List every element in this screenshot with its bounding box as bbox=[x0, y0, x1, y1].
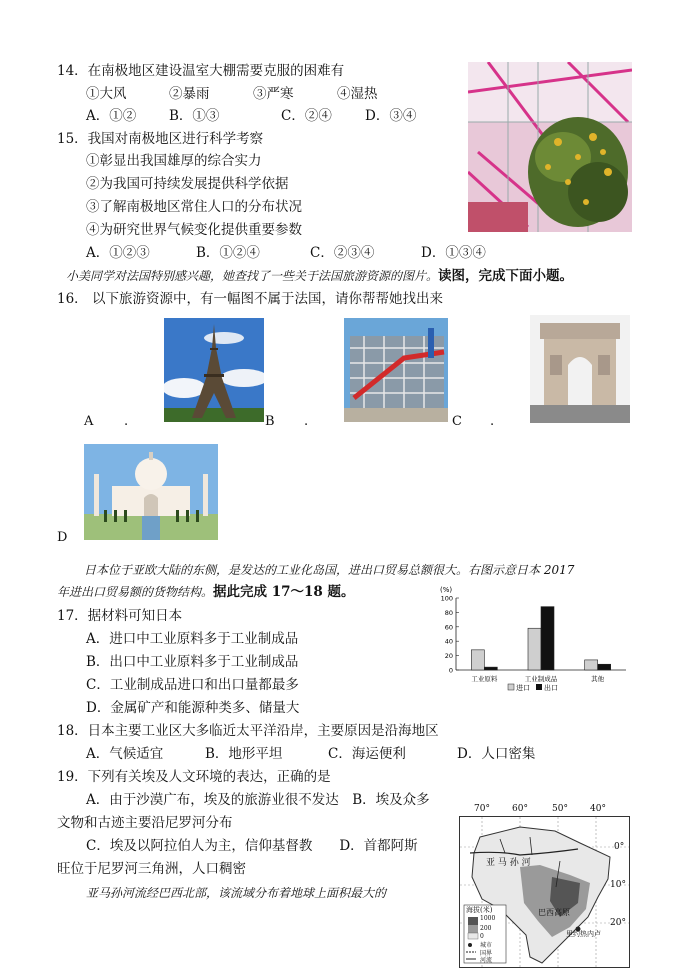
lat-10: 10° bbox=[610, 880, 626, 890]
chart-svg bbox=[436, 584, 632, 700]
q15-answer-a: A．①②③ bbox=[86, 245, 150, 261]
q14-answer-c: C．②④ bbox=[281, 108, 332, 124]
map-legend-border: 国界 bbox=[480, 950, 493, 957]
q15-answer-d: D．①③④ bbox=[421, 245, 486, 261]
pompidou-centre-photo bbox=[344, 318, 448, 422]
lon-70: 70° bbox=[474, 804, 490, 814]
chart-category-2: 其他 bbox=[591, 675, 605, 683]
q19-stem: 19．下列有关埃及人文环境的表达，正确的是 bbox=[57, 769, 331, 785]
q17-opt-c: C．工业制成品进口和出口量都最多 bbox=[86, 677, 299, 693]
map-city-label: 里约热内卢 bbox=[566, 930, 601, 938]
chart-bar-export-2 bbox=[598, 664, 611, 670]
q15-answer-b: B．①②④ bbox=[196, 245, 260, 261]
brazil-map bbox=[459, 816, 630, 968]
chart-ylabel: (%) bbox=[440, 586, 453, 594]
chart-bar-export-1 bbox=[541, 607, 554, 670]
chart-legend-export: 出口 bbox=[544, 684, 558, 692]
q15-item-3: ③了解南极地区常住人口的分布状况 bbox=[86, 199, 302, 215]
chart-legend-swatch-import bbox=[508, 684, 514, 690]
q18-answer-b: B．地形平坦 bbox=[205, 746, 283, 762]
map-plateau-label: 巴西高原 bbox=[538, 908, 570, 917]
chart-ytick-60: 60 bbox=[444, 623, 453, 632]
q16-label-a: A bbox=[84, 414, 94, 429]
q17-opt-a: A．进口中工业原料多于工业制成品 bbox=[86, 631, 299, 647]
q15-item-1: ①彰显出我国雄厚的综合实力 bbox=[86, 153, 262, 169]
map-legend-0: 0 bbox=[480, 933, 484, 940]
lat-0: 0° bbox=[614, 842, 625, 852]
chart-bar-export-0 bbox=[484, 667, 497, 670]
q14-answer-b: B．①③ bbox=[169, 108, 220, 124]
map-legend-city: 城市 bbox=[480, 942, 493, 949]
lat-20: 20° bbox=[610, 918, 626, 928]
chart-bar-import-1 bbox=[528, 628, 541, 670]
chart-legend-swatch-export bbox=[536, 684, 542, 690]
chart-ytick-0: 0 bbox=[448, 666, 453, 675]
q15-stem: 15．我国对南极地区进行科学考察 bbox=[57, 131, 264, 147]
q18-answer-c: C．海运便利 bbox=[328, 746, 406, 762]
q14-opt-3: ③严寒 bbox=[253, 86, 294, 102]
q16-dot-a: . bbox=[124, 414, 129, 429]
intro-20: 亚马孙河流经巴西北部，该流域分布着地球上面积最大的 bbox=[86, 886, 387, 900]
q19-line-3: C．埃及以阿拉伯人为主，信仰基督教 D．首都阿斯 bbox=[86, 838, 418, 854]
q17-stem: 17．据材料可知日本 bbox=[57, 608, 183, 624]
q14-answer-d: D．③④ bbox=[365, 108, 417, 124]
q18-answer-d: D．人口密集 bbox=[457, 746, 536, 762]
taj-mahal-photo bbox=[84, 444, 218, 540]
map-legend-200: 200 bbox=[480, 925, 492, 932]
chart-legend-import: 进口 bbox=[516, 684, 530, 692]
lon-60: 60° bbox=[512, 804, 528, 814]
q16-stem: 16． 以下旅游资源中，有一幅图不属于法国，请你帮帮她找出来 bbox=[57, 291, 443, 307]
intro-17-line1: 日本位于亚欧大陆的东侧，是发达的工业化岛国，进出口贸易总额很大。右图示意日本 2017 bbox=[84, 563, 575, 577]
q19-line-1: A．由于沙漠广布，埃及的旅游业很不发达 B．埃及众多 bbox=[86, 792, 430, 808]
intro-16: 小美同学对法国特别感兴趣，她查找了一些关于法国旅游资源的图片。读图，完成下面小题。 bbox=[66, 268, 574, 284]
q16-label-d: D bbox=[57, 530, 68, 545]
q15-answer-c: C．②③④ bbox=[310, 245, 375, 261]
chart-category-1: 工业制成品 bbox=[524, 675, 558, 683]
q14-stem: 14．在南极地区建设温室大棚需要克服的困难有 bbox=[57, 63, 345, 79]
eiffel-tower-photo bbox=[164, 318, 264, 422]
chart-ytick-20: 20 bbox=[444, 652, 453, 661]
map-legend-river: 河流 bbox=[480, 957, 493, 964]
intro-17-line2: 年进出口贸易额的货物结构。据此完成 17～18 题。 bbox=[57, 584, 355, 600]
q16-label-b: B bbox=[265, 414, 275, 429]
q18-stem: 18．日本主要工业区大多临近太平洋沿岸，主要原因是沿海地区 bbox=[57, 723, 439, 739]
q19-line-2: 文物和古迹主要沿尼罗河分布 bbox=[57, 815, 233, 831]
greenhouse-photo bbox=[468, 62, 632, 232]
chart-ytick-80: 80 bbox=[444, 608, 453, 617]
q15-item-2: ②为我国可持续发展提供科学依据 bbox=[86, 176, 289, 192]
q16-dot-c: . bbox=[490, 414, 495, 429]
q18-answer-a: A．气候适宜 bbox=[86, 746, 164, 762]
q17-opt-d: D．金属矿产和能源种类多、储量大 bbox=[86, 700, 300, 716]
q16-dot-b: . bbox=[304, 414, 309, 429]
q15-item-4: ④为研究世界气候变化提供重要参数 bbox=[86, 222, 302, 238]
japan-trade-chart bbox=[436, 584, 632, 700]
map-river-label: 亚 马 孙 河 bbox=[486, 858, 531, 868]
chart-bar-import-2 bbox=[585, 660, 598, 670]
arc-de-triomphe-photo bbox=[530, 315, 630, 423]
q19-line-4: 旺位于尼罗河三角洲，人口稠密 bbox=[57, 861, 246, 877]
map-legend-title: 海拔(米) bbox=[466, 906, 493, 914]
q16-label-c: C bbox=[452, 414, 462, 429]
q14-opt-1: ①大风 bbox=[86, 86, 127, 102]
q17-opt-b: B．出口中工业原料多于工业制成品 bbox=[86, 654, 299, 670]
lon-40: 40° bbox=[590, 804, 606, 814]
q14-opt-2: ②暴雨 bbox=[169, 86, 210, 102]
chart-bar-import-0 bbox=[471, 650, 484, 670]
chart-category-0: 工业原料 bbox=[471, 675, 498, 683]
lon-50: 50° bbox=[552, 804, 568, 814]
map-legend-1000: 1000 bbox=[480, 915, 496, 922]
q14-answer-a: A．①② bbox=[86, 108, 137, 124]
q14-opt-4: ④湿热 bbox=[337, 86, 378, 102]
chart-ytick-40: 40 bbox=[444, 637, 453, 646]
chart-ytick-100: 100 bbox=[440, 594, 453, 603]
